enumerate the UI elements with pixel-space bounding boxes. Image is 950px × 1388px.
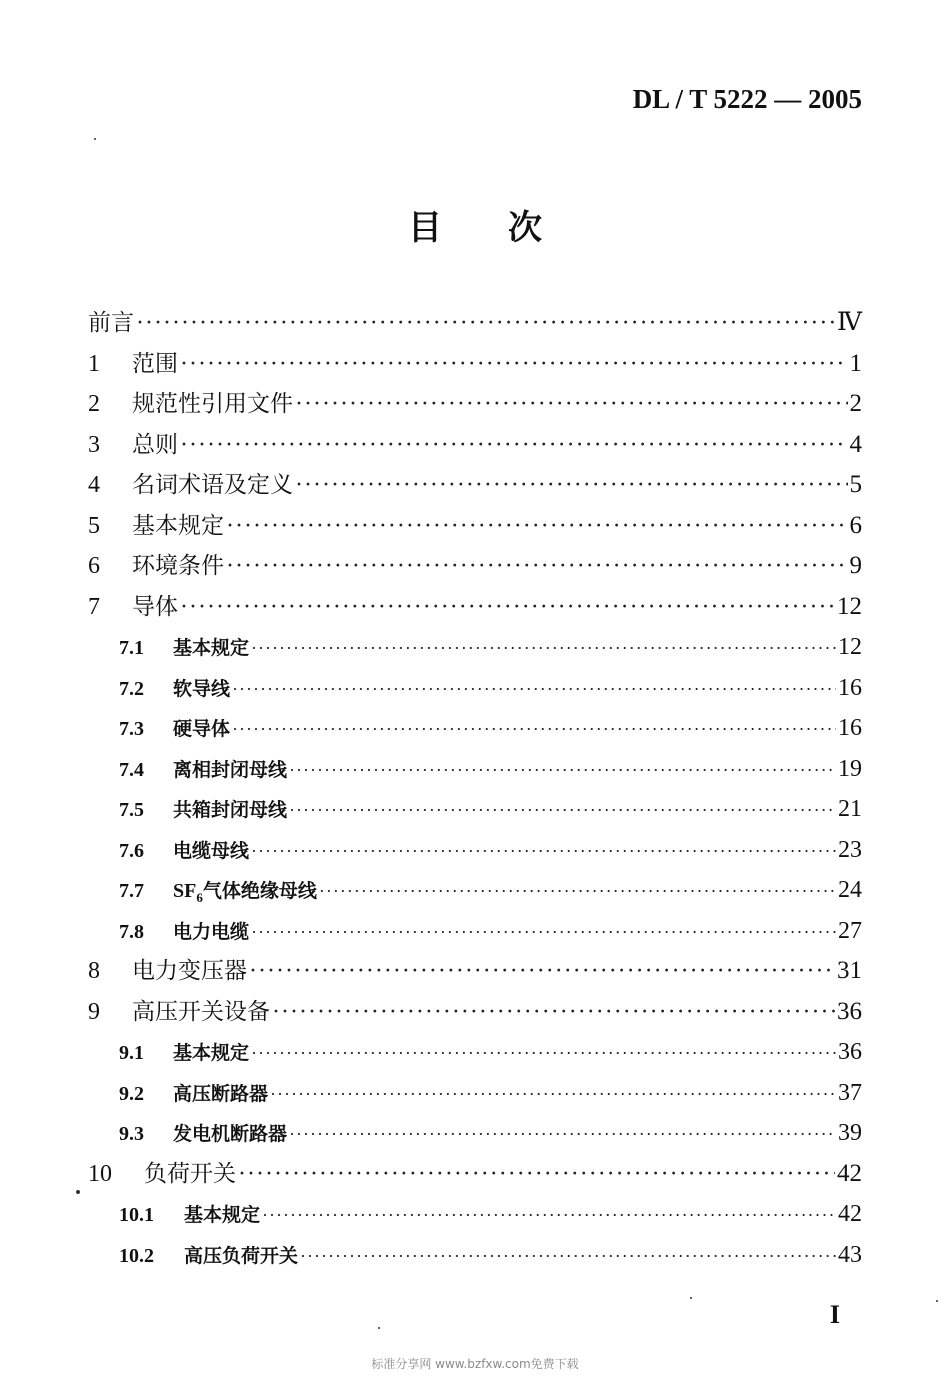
toc-leader-dots bbox=[180, 425, 848, 466]
toc-title bbox=[0, 200, 950, 249]
toc-entry-9-3[interactable] bbox=[88, 1113, 862, 1154]
toc-entry-label-prefix: SF bbox=[173, 880, 197, 902]
toc-entry-number: 10.1 bbox=[119, 1204, 154, 1226]
toc-entry-1[interactable] bbox=[88, 344, 862, 385]
toc-leader-dots bbox=[300, 1236, 836, 1277]
toc-entry-page: 37 bbox=[838, 1079, 862, 1106]
toc-entry-page: 12 bbox=[837, 592, 862, 620]
toc-entry-label: 环境条件 bbox=[132, 553, 224, 579]
toc-leader-dots bbox=[262, 1195, 836, 1236]
toc-leader-dots bbox=[251, 831, 836, 872]
toc-leader-dots bbox=[232, 709, 836, 750]
toc-entry-page: 21 bbox=[838, 796, 862, 822]
toc-leader-dots bbox=[180, 344, 848, 385]
toc-leader-dots bbox=[272, 992, 835, 1033]
toc-entry-7-3[interactable] bbox=[88, 708, 862, 749]
toc-entry-page: 42 bbox=[837, 1159, 862, 1187]
toc-entry-number: 4 bbox=[88, 472, 100, 498]
toc-entry-9[interactable] bbox=[88, 992, 862, 1033]
toc-entry-8[interactable] bbox=[88, 951, 862, 992]
toc-entry-7[interactable] bbox=[88, 587, 862, 628]
toc-entry-7-8[interactable] bbox=[88, 911, 862, 952]
scan-speck bbox=[936, 1300, 938, 1302]
toc-entry-page: 42 bbox=[838, 1201, 862, 1227]
toc-entry-10[interactable] bbox=[88, 1154, 862, 1195]
toc-entry-label: 高压负荷开关 bbox=[184, 1244, 299, 1267]
toc-entry-page: Ⅳ bbox=[837, 309, 862, 336]
toc-entry-number: 9.2 bbox=[119, 1082, 144, 1105]
toc-entry-number: 9 bbox=[88, 998, 100, 1025]
toc-entry-page: 39 bbox=[838, 1120, 862, 1146]
toc-leader-dots bbox=[295, 465, 848, 506]
scan-speck bbox=[690, 1297, 692, 1299]
toc-entry-label: 负荷开关 bbox=[144, 1160, 236, 1187]
toc-entry-number: 9.3 bbox=[119, 1123, 144, 1145]
toc-entry-7-4[interactable] bbox=[88, 749, 862, 790]
toc-entry-number: 10.2 bbox=[119, 1244, 154, 1267]
toc-entry-7-7[interactable] bbox=[88, 870, 862, 911]
toc-entry-7-6[interactable] bbox=[88, 830, 862, 871]
scan-speck bbox=[378, 1327, 380, 1329]
watermark-footer: 标准分享网 www.bzfxw.com免费下载 bbox=[371, 1357, 579, 1371]
table-of-contents bbox=[88, 303, 862, 1275]
toc-entry-label: 高压断路器 bbox=[173, 1082, 269, 1105]
scan-speck bbox=[94, 138, 96, 140]
toc-entry-number: 8 bbox=[88, 958, 100, 984]
toc-entry-label: 前言 bbox=[88, 310, 134, 336]
toc-entry-page: 5 bbox=[849, 471, 862, 498]
toc-leader-dots bbox=[295, 384, 848, 425]
toc-entry-page: 24 bbox=[838, 877, 862, 903]
toc-entry-label: 基本规定 bbox=[173, 1042, 250, 1064]
toc-entry-10-1[interactable] bbox=[88, 1194, 862, 1235]
toc-entry-page: 31 bbox=[837, 957, 862, 984]
toc-entry-7-2[interactable] bbox=[88, 668, 862, 709]
toc-entry-page: 16 bbox=[838, 674, 862, 701]
toc-leader-dots bbox=[319, 871, 836, 912]
toc-entry-label: 基本规定 bbox=[173, 637, 250, 659]
toc-entry-5[interactable] bbox=[88, 506, 862, 547]
toc-entry-page: 19 bbox=[838, 755, 862, 782]
toc-entry-foreword[interactable] bbox=[88, 303, 862, 344]
toc-leader-dots bbox=[226, 506, 848, 547]
toc-entry-number: 7.6 bbox=[119, 839, 144, 862]
toc-leader-dots bbox=[136, 303, 835, 344]
toc-entry-number: 2 bbox=[88, 391, 100, 417]
toc-entry-page: 1 bbox=[849, 349, 862, 377]
toc-leader-dots bbox=[238, 1154, 835, 1195]
toc-entry-label: 电力变压器 bbox=[132, 958, 247, 984]
toc-entry-label-suffix: 气体绝缘母线 bbox=[202, 880, 317, 902]
toc-leader-dots bbox=[289, 1114, 836, 1155]
toc-entry-number: 1 bbox=[88, 350, 100, 377]
toc-leader-dots bbox=[289, 750, 836, 791]
toc-leader-dots bbox=[232, 669, 836, 710]
toc-entry-label: 规范性引用文件 bbox=[132, 391, 293, 417]
toc-leader-dots bbox=[180, 587, 835, 628]
toc-entry-number: 5 bbox=[88, 512, 100, 539]
toc-entry-6[interactable] bbox=[88, 546, 862, 587]
toc-title-char-2: 次 bbox=[508, 208, 542, 248]
toc-entry-label-subscript: 6 bbox=[196, 889, 203, 905]
toc-entry-label: 发电机断路器 bbox=[173, 1123, 288, 1145]
toc-title-char-1: 目 bbox=[408, 208, 442, 248]
toc-entry-number: 7.3 bbox=[119, 718, 144, 740]
toc-leader-dots bbox=[249, 951, 835, 992]
toc-entry-label: 基本规定 bbox=[132, 512, 224, 539]
toc-entry-7-5[interactable] bbox=[88, 789, 862, 830]
toc-entry-3[interactable] bbox=[88, 425, 862, 466]
toc-entry-number: 7 bbox=[88, 593, 100, 620]
scan-speck bbox=[76, 1190, 80, 1194]
toc-entry-page: 6 bbox=[849, 511, 862, 539]
toc-entry-10-2[interactable] bbox=[88, 1235, 862, 1276]
toc-entry-label: 范围 bbox=[132, 350, 178, 377]
toc-entry-2[interactable] bbox=[88, 384, 862, 425]
toc-entry-page: 12 bbox=[838, 634, 862, 660]
toc-entry-page: 27 bbox=[838, 917, 862, 944]
toc-entry-number: 10 bbox=[88, 1160, 112, 1187]
toc-entry-number: 7.1 bbox=[119, 637, 144, 659]
toc-entry-page: 16 bbox=[838, 715, 862, 741]
toc-entry-number: 3 bbox=[88, 431, 100, 458]
toc-entry-label: 总则 bbox=[132, 431, 178, 458]
toc-entry-label: 硬导体 bbox=[173, 718, 231, 740]
page-number: I bbox=[829, 1300, 840, 1329]
standard-code: DL / T 5222 — 2005 bbox=[632, 84, 862, 114]
toc-entry-page: 23 bbox=[838, 836, 862, 863]
toc-entry-label: 离相封闭母线 bbox=[173, 758, 288, 781]
toc-entry-label: 高压开关设备 bbox=[132, 998, 270, 1025]
toc-leader-dots bbox=[270, 1074, 836, 1115]
toc-entry-number: 7.5 bbox=[119, 799, 144, 821]
toc-leader-dots bbox=[289, 790, 836, 831]
toc-entry-7-1[interactable] bbox=[88, 627, 862, 668]
toc-leader-dots bbox=[251, 628, 836, 669]
toc-entry-page: 36 bbox=[838, 1039, 862, 1065]
toc-entry-label: 名词术语及定义 bbox=[132, 472, 293, 498]
toc-entry-9-2[interactable] bbox=[88, 1073, 862, 1114]
toc-entry-label: 基本规定 bbox=[184, 1204, 261, 1226]
toc-leader-dots bbox=[251, 1033, 836, 1074]
toc-entry-label: 电缆母线 bbox=[173, 839, 250, 862]
toc-entry-number: 9.1 bbox=[119, 1042, 144, 1064]
toc-entry-page: 2 bbox=[849, 390, 862, 417]
toc-entry-page: 4 bbox=[849, 430, 862, 458]
toc-entry-number: 7.8 bbox=[119, 920, 144, 943]
toc-entry-number: 7.2 bbox=[119, 677, 144, 700]
toc-entry-page: 43 bbox=[838, 1241, 862, 1268]
toc-entry-4[interactable] bbox=[88, 465, 862, 506]
toc-entry-page: 36 bbox=[837, 997, 862, 1025]
toc-entry-label: 导体 bbox=[132, 593, 178, 620]
toc-entry-label: 共箱封闭母线 bbox=[173, 799, 288, 821]
toc-entry-number: 7.7 bbox=[119, 880, 144, 902]
toc-leader-dots bbox=[226, 546, 848, 587]
toc-entry-page: 9 bbox=[849, 552, 862, 579]
toc-leader-dots bbox=[251, 912, 836, 953]
toc-entry-number: 6 bbox=[88, 553, 100, 579]
toc-entry-9-1[interactable] bbox=[88, 1032, 862, 1073]
toc-entry-label: 电力电缆 bbox=[173, 920, 250, 943]
toc-entry-label: 软导线 bbox=[173, 677, 231, 700]
toc-entry-number: 7.4 bbox=[119, 758, 144, 781]
